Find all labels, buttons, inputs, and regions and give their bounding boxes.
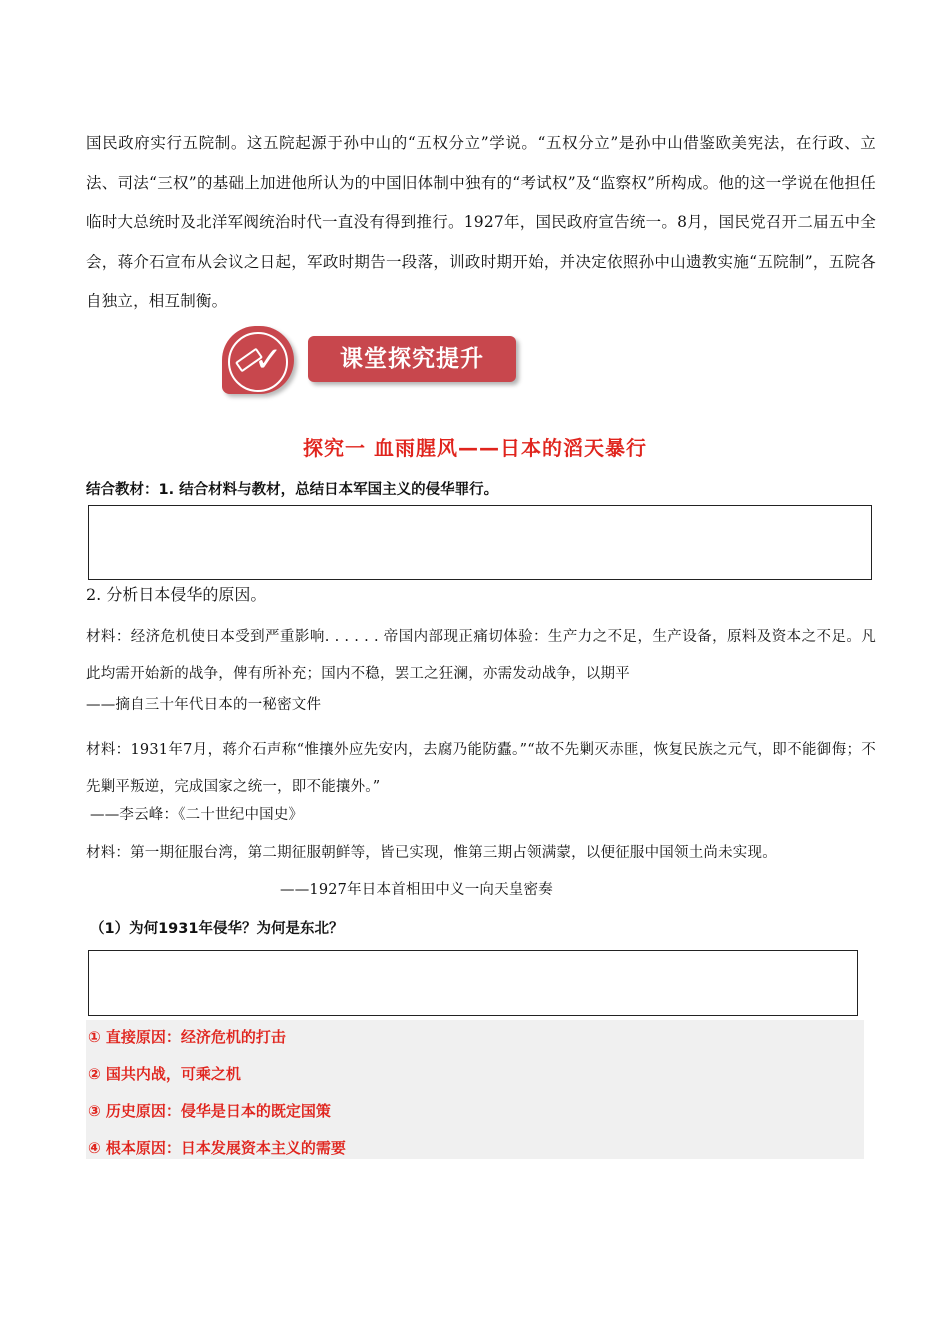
material-1-source: ——摘自三十年代日本的一秘密文件 xyxy=(86,697,322,713)
material-2-source: ——李云峰：《二十世纪中国史》 xyxy=(90,807,304,823)
answer-box-2[interactable] xyxy=(88,950,858,1016)
section-banner xyxy=(222,322,522,398)
intro-paragraph: 国民政府实行五院制。这五院起源于孙中山的“五权分立”学说。“五权分立”是孙中山借鉴欧美宪法，在行政、立法、司法“三权”的基础上加进他所认为的中国旧体制中独有的“考试权”及“监察权”所构成。他的这一学说在他担任临时大总统时及北洋军阀统治时代一直没有得到推行。1927年，国民政府宣告统一。8月，国民党召开二届五中全会，蒋介石宣布从会议之日起，军政时期告一段落，训政时期开始，并决定依照孙中山遗教实施“五院制”，五院各自独立，相互制衡。 xyxy=(86,134,876,310)
material-2-text: 材料：1931年7月，蒋介石声称“惟攘外应先安内，去腐乃能防蠹。”“故不先剿灭赤匪，恢复民族之元气，即不能御侮；不先剿平叛逆，完成国家之统一，即不能攘外。” xyxy=(86,742,876,795)
answer-area xyxy=(86,1020,864,1159)
answer-item: ③ 历史原因：侵华是日本的既定国策 xyxy=(88,1102,331,1120)
question-2: 2. 分析日本侵华的原因。 xyxy=(86,585,267,604)
answer-item: ② 国共内战，可乘之机 xyxy=(88,1065,241,1083)
banner-bar xyxy=(308,336,516,382)
material-1-text: 材料：经济危机使日本受到严重影响. . . . . . 帝国内部现正痛切体验：生产力之不足，生产设备，原料及资本之不足。凡此均需开始新的战争，俾有所补充；国内不稳，罢工之狂澜，亦需发动战争，以期平 xyxy=(86,629,876,682)
section-title: 探究一 血雨腥风——日本的滔天暴行 xyxy=(303,436,647,460)
checkmark-icon: ✓ xyxy=(254,340,283,380)
banner-badge xyxy=(222,326,294,394)
material-3-source: ——1927年日本首相田中义一向天皇密奏 xyxy=(280,882,553,898)
banner-label: 课堂探究提升 xyxy=(340,346,484,372)
material-3-text: 材料：第一期征服台湾，第二期征服朝鲜等，皆已实现，惟第三期占领满蒙，以便征服中国领土尚未实现。 xyxy=(86,845,777,861)
answer-item: ① 直接原因：经济危机的打击 xyxy=(88,1028,286,1046)
subquestion-1: （1）为何1931年侵华？为何是东北？ xyxy=(90,921,344,937)
answer-box-1[interactable] xyxy=(88,505,872,580)
answer-item: ④ 根本原因：日本发展资本主义的需要 xyxy=(88,1139,346,1157)
question-1: 结合教材：1. 结合材料与教材，总结日本军国主义的侵华罪行。 xyxy=(86,482,499,498)
